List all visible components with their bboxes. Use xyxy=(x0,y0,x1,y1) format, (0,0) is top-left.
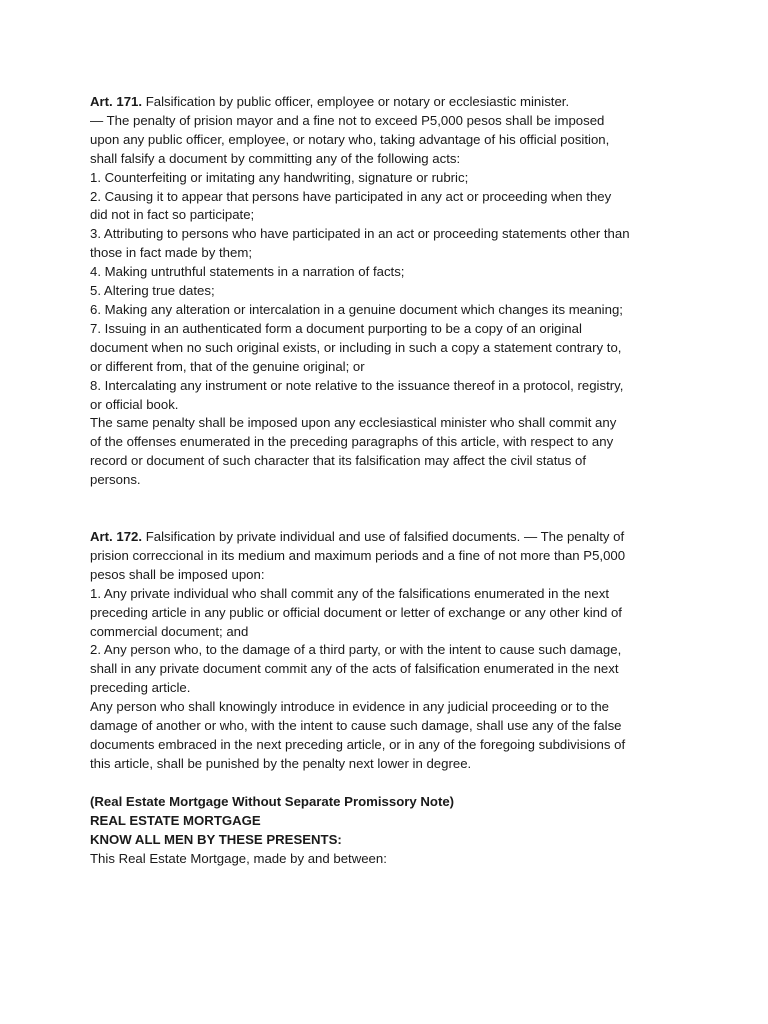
article-172-heading xyxy=(90,528,630,585)
document-page xyxy=(90,93,630,868)
article-172-label: Art. 172. xyxy=(90,529,143,545)
article-171-item: 5. Altering true dates; xyxy=(90,283,215,299)
article-171-item: 6. Making any alteration or intercalation in a genuine document which changes its meaning; xyxy=(90,301,623,317)
article-171-item: 4. Making untruthful statements in a narration of facts; xyxy=(90,264,405,280)
article-171-item: 1. Counterfeiting or imitating any handwriting, signature or rubric; xyxy=(90,169,469,185)
article-171-item: 8. Intercalating any instrument or note relative to the issuance thereof in a protocol, registry, or official book. xyxy=(90,377,624,412)
article-172-closing: Any person who shall knowingly introduce in evidence in any judicial proceeding or to the damage of another or who, with the intent to cause such damage, shall use any of the false documents embraced in the next preceding article, or in any of the foregoing subdivisions of this article, shall be punished by the penalty next lower in degree. xyxy=(90,699,626,771)
article-171-item: 3. Attributing to persons who have participated in an act or proceeding statements other than those in fact made by them; xyxy=(90,226,630,261)
article-171-heading xyxy=(90,93,630,112)
mortgage-preamble: KNOW ALL MEN BY THESE PRESENTS: xyxy=(90,831,342,847)
article-172-intro: Falsification by private individual and use of falsified documents. — The penalty of prision correccional in its medium and maximum periods and a fine of not more than P5,000 pesos shall be imposed upon: xyxy=(90,529,626,582)
mortgage-subtitle: (Real Estate Mortgage Without Separate Promissory Note) xyxy=(90,793,455,809)
article-171-closing: The same penalty shall be imposed upon any ecclesiastical minister who shall commit any of the offenses enumerated in the preceding paragraphs of this article, with respect to any record or document of such character that its falsification may affect the civil status of persons. xyxy=(90,415,617,488)
article-171-title: Falsification by public officer, employee or notary or ecclesiastic minister. xyxy=(142,94,570,109)
mortgage-title: REAL ESTATE MORTGAGE xyxy=(90,812,261,828)
article-171-intro: — The penalty of prision mayor and a fine not to exceed P5,000 pesos shall be imposed upon any public officer, employee, or notary who, taking advantage of his official position, shall falsify a document by committing any of the following acts: xyxy=(90,112,610,166)
article-171-label: Art. 171. xyxy=(90,94,143,109)
mortgage-section xyxy=(90,793,630,869)
article-172-item: 2. Any person who, to the damage of a third party, or with the intent to cause such damage, shall in any private document commit any of the acts of falsification enumerated in the next preceding article. xyxy=(90,642,622,696)
article-171-item: 2. Causing it to appear that persons have participated in any act or proceeding when they did not in fact so participate; xyxy=(90,188,612,223)
article-171-item: 7. Issuing in an authenticated form a document purporting to be a copy of an original document when no such original exists, or including in such a copy a statement contrary to, or different from, that of the genuine original; or xyxy=(90,320,622,374)
article-171 xyxy=(90,93,630,490)
article-172-item: 1. Any private individual who shall commit any of the falsifications enumerated in the next preceding article in any public or official document or letter of exchange or any other kind of commercial document; and xyxy=(90,585,622,639)
mortgage-opening: This Real Estate Mortgage, made by and between: xyxy=(90,850,387,866)
article-172 xyxy=(90,528,630,774)
